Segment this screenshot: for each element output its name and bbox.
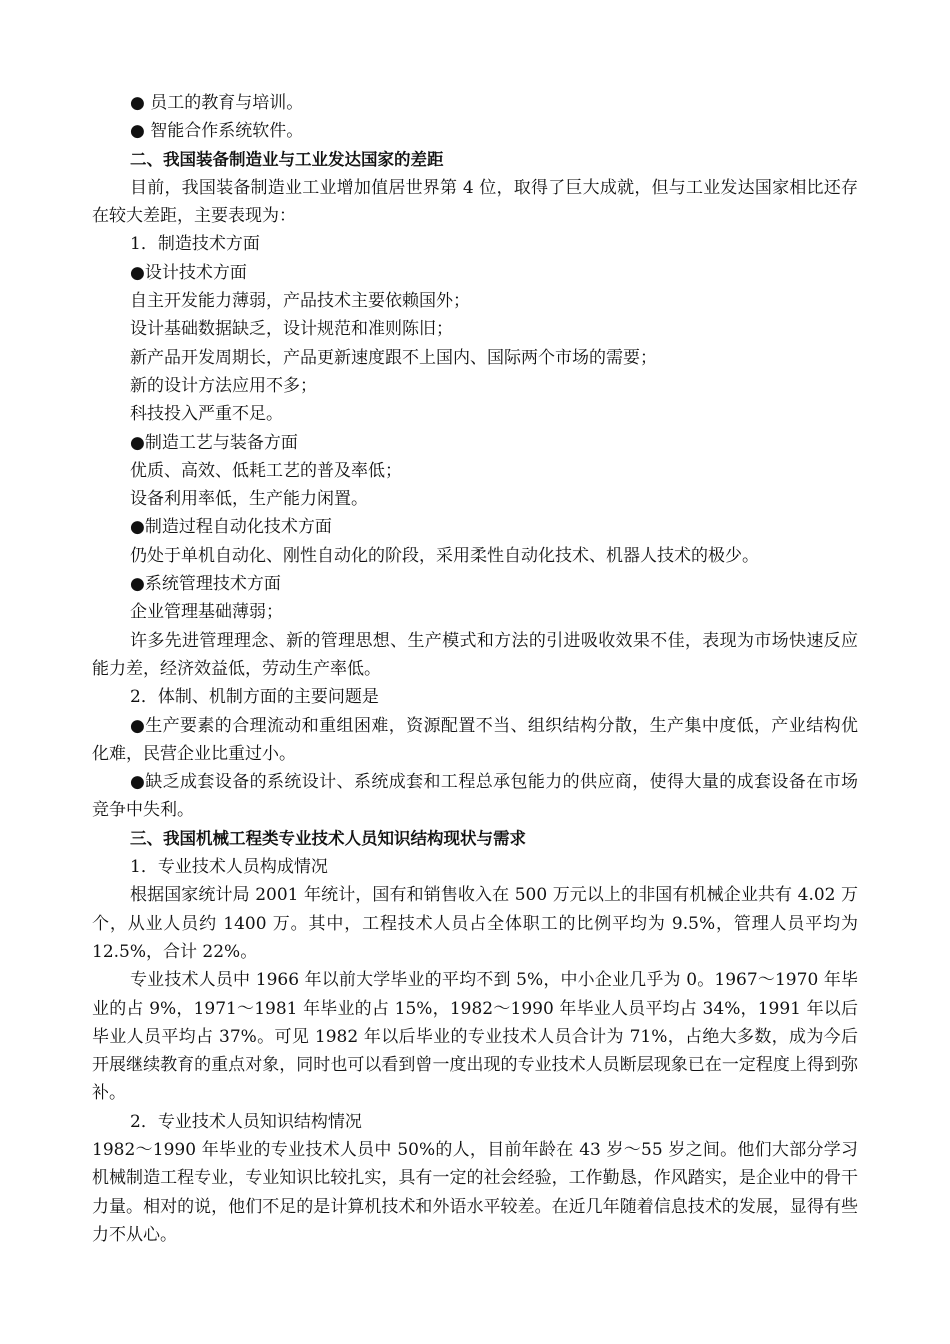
paragraph: 设计基础数据缺乏，设计规范和准则陈旧； bbox=[130, 319, 453, 340]
bullet-item: ●缺乏成套设备的系统设计、系统成套和工程总承包能力的供应商，使得大量的成套设备在市场竞争中失利。 bbox=[92, 772, 858, 821]
paragraph: 目前，我国装备制造业工业增加值居世界第 4 位，取得了巨大成就，但与工业发达国家相比还存在较大差距，主要表现为： bbox=[92, 177, 858, 227]
paragraph: 1982～1990 年毕业的专业技术人员中 50%的人，目前年龄在 43 岁～55 岁之间。他们大部分学习机械制造工程专业，专业知识比较扎实，具有一定的社会经验，工作勤恳，作风踏实，是企业中的骨干力量。相对的说，他们不足的是计算机技术和外语水平较差。在近几年随着信息技术的发展，显得有些力不从心。 bbox=[92, 1139, 858, 1245]
section-heading: 三、我国机械工程类专业技术人员知识结构现状与需求 bbox=[130, 828, 526, 848]
paragraph: 设备利用率低，生产能力闲置。 bbox=[130, 489, 368, 510]
paragraph: 专业技术人员中 1966 年以前大学毕业的平均不到 5%，中小企业几乎为 0。1967～1970 年毕业的占 9%，1971～1981 年毕业的占 15%，1982～1990 年毕业人员平均占 34%，1991 年以后毕业人员平均占 37%。可见 1982 年以后毕业的专业技术人员合计为 71%，占绝大多数，成为今后开展继续教育的重点对象，同时也可以看到曾一度出现的专业技术人员断层现象已在一定程度上得到弥补。 bbox=[92, 970, 858, 1104]
paragraph: 新产品开发周期长，产品更新速度跟不上国内、国际两个市场的需要； bbox=[130, 347, 657, 368]
paragraph: 优质、高效、低耗工艺的普及率低； bbox=[130, 460, 402, 481]
paragraph: 根据国家统计局 2001 年统计，国有和销售收入在 500 万元以上的非国有机械企业共有 4.02 万个，从业人员约 1400 万。其中，工程技术人员占全体职工的比例平均为 9.5%，管理人员平均为 12.5%，合计 22%。 bbox=[92, 885, 858, 962]
bullet-item: ● 智能合作系统软件。 bbox=[130, 121, 304, 142]
paragraph: 自主开发能力薄弱，产品技术主要依赖国外； bbox=[130, 291, 470, 312]
paragraph: 企业管理基础薄弱； bbox=[130, 602, 283, 623]
subsection-heading: 2．体制、机制方面的主要问题是 bbox=[130, 687, 379, 708]
document-body bbox=[92, 89, 858, 1249]
subsection-heading: 2．专业技术人员知识结构情况 bbox=[130, 1111, 362, 1132]
bullet-item: ●设计技术方面 bbox=[130, 262, 247, 283]
bullet-item: ●系统管理技术方面 bbox=[130, 574, 281, 595]
subsection-heading: 1．专业技术人员构成情况 bbox=[130, 857, 328, 878]
paragraph: 仍处于单机自动化、刚性自动化的阶段，采用柔性自动化技术、机器人技术的极少。 bbox=[130, 545, 759, 566]
bullet-item: ●制造过程自动化技术方面 bbox=[130, 517, 332, 538]
paragraph: 许多先进管理理念、新的管理思想、生产模式和方法的引进吸收效果不佳，表现为市场快速反应能力差，经济效益低，劳动生产率低。 bbox=[92, 630, 858, 679]
paragraph: 新的设计方法应用不多； bbox=[130, 375, 317, 396]
bullet-item: ●生产要素的合理流动和重组困难，资源配置不当、组织结构分散，生产集中度低，产业结构优化难，民营企业比重过小。 bbox=[92, 715, 858, 764]
paragraph: 科技投入严重不足。 bbox=[130, 404, 283, 425]
bullet-item: ●制造工艺与装备方面 bbox=[130, 432, 298, 453]
bullet-item: ● 员工的教育与培训。 bbox=[130, 93, 304, 113]
subsection-heading: 1．制造技术方面 bbox=[130, 234, 260, 255]
section-heading: 二、我国装备制造业与工业发达国家的差距 bbox=[130, 149, 444, 169]
